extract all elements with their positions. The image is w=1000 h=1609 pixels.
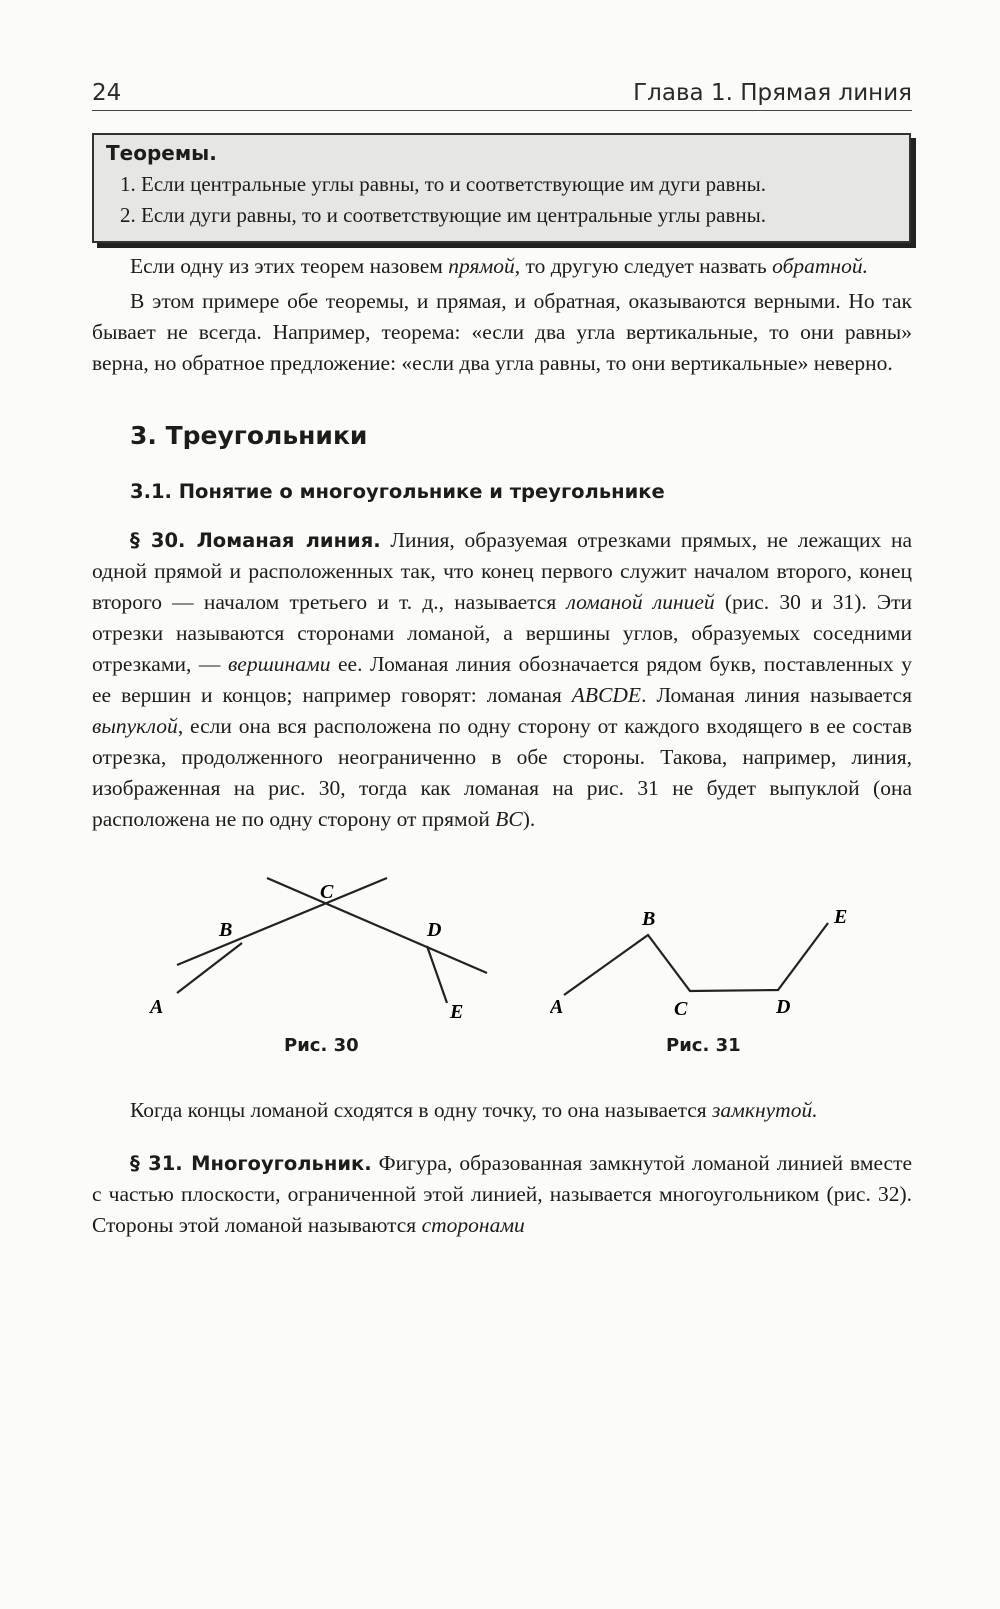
text-run: ). <box>522 807 536 831</box>
fig30-label-e: E <box>450 1001 464 1023</box>
theorem-item-1: 1. Если центральные углы равны, то и соответствующие им дуги равны. <box>120 172 766 196</box>
fig31-label-b: B <box>642 908 656 930</box>
paragraph-example: В этом примере обе теоремы, и прямая, и обратная, оказываются верными. Но так бывает не всегда. Например, теорема: «если два угла вертикальные, то они равны» верна, но обратное предложение: «если два угла равны, то они вертикальные» неверно. <box>92 289 912 375</box>
figures-row <box>92 863 912 1073</box>
theorem-item-2: 2. Если дуги равны, то и соответствующие им центральные углы равны. <box>120 203 766 227</box>
text-run: , то другую следует назвать <box>514 254 773 278</box>
text-run: Если одну из этих теорем назовем <box>130 254 449 278</box>
chapter-title: Глава 1. Прямая линия <box>633 80 912 106</box>
subsection-title: 3.1. Понятие о многоугольнике и треугольнике <box>130 480 665 503</box>
math-bc: BC <box>495 807 523 831</box>
fig31-label-e: E <box>834 906 848 928</box>
text-run: Линия, образуемая отрезками прямых, не лежащих на одной прямой и расположенных так, что конец первого служит началом второго, конец второго — началом третьего и т. д., называется <box>92 528 913 614</box>
text-run: Фигура, образованная замкнутой ломаной линией вместе с частью плоскости, ограниченной этой линией, называется многоугольником (рис. 32). Стороны этой ломаной называются <box>92 1151 913 1237</box>
text-run: . Ломаная линия называется <box>641 683 912 707</box>
emphasis-converse: обратной. <box>772 254 868 278</box>
section-title: 3. Треугольники <box>130 421 368 450</box>
paragraph-polyline <box>92 525 912 835</box>
theorem-box <box>92 133 911 243</box>
paragraph-heading-31: § 31. Многоугольник. <box>130 1152 372 1175</box>
theorem-title: Теоремы. <box>106 141 217 165</box>
math-abcde: ABCDE <box>571 683 642 707</box>
emphasis-sides: сторонами <box>421 1213 525 1237</box>
paragraph-converse <box>92 251 912 282</box>
text-run: , если она вся расположена по одну сторону от каждого входящего в ее состав отрезка, продолженного неограниченно в обе стороны. Такова, например, линия, изображенная на рис. 30, тогда как ломаная на рис. 31 не будет выпуклой (она расположена не по одну сторону от прямой <box>92 714 912 831</box>
emphasis-vertices: вершинами <box>227 652 331 676</box>
emphasis-polyline: ломаной линией <box>566 590 715 614</box>
paragraph-polygon <box>92 1148 912 1241</box>
text-run: ее. Ломаная линия обозначается рядом букв, поставленных у ее вершин и концов; например говорят: ломаная <box>92 652 912 707</box>
figure-30 <box>142 863 502 1028</box>
fig30-line-cd <box>267 878 487 973</box>
fig31-label-d: D <box>776 996 791 1018</box>
fig30-label-c: C <box>320 881 334 903</box>
page-number: 24 <box>92 80 122 106</box>
fig30-label-b: B <box>219 919 233 941</box>
page <box>92 80 912 1241</box>
page-header <box>92 80 912 111</box>
fig31-label-c: C <box>674 998 688 1020</box>
paragraph-heading-30: § 30. Ломаная линия. <box>130 529 381 552</box>
fig31-label-a: A <box>550 996 564 1018</box>
fig30-label-d: D <box>427 919 442 941</box>
caption-fig30: Рис. 30 <box>284 1035 359 1056</box>
emphasis-closed: замкнутой. <box>712 1098 818 1122</box>
fig30-line-bc <box>177 878 387 965</box>
paragraph-closed <box>92 1095 912 1126</box>
text-run: (рис. 30 и 31). Эти отрезки называются сторонами ломаной, а вершины углов, образуемых соседними отрезками, — <box>92 590 913 676</box>
fig31-polyline <box>564 923 828 995</box>
emphasis-convex: выпуклой <box>92 714 178 738</box>
emphasis-direct: прямой <box>448 254 515 278</box>
caption-fig31: Рис. 31 <box>666 1035 741 1056</box>
fig30-label-a: A <box>150 996 164 1018</box>
text-run: Когда концы ломаной сходятся в одну точку, то она называется <box>130 1098 713 1122</box>
figure-31 <box>550 863 870 1028</box>
